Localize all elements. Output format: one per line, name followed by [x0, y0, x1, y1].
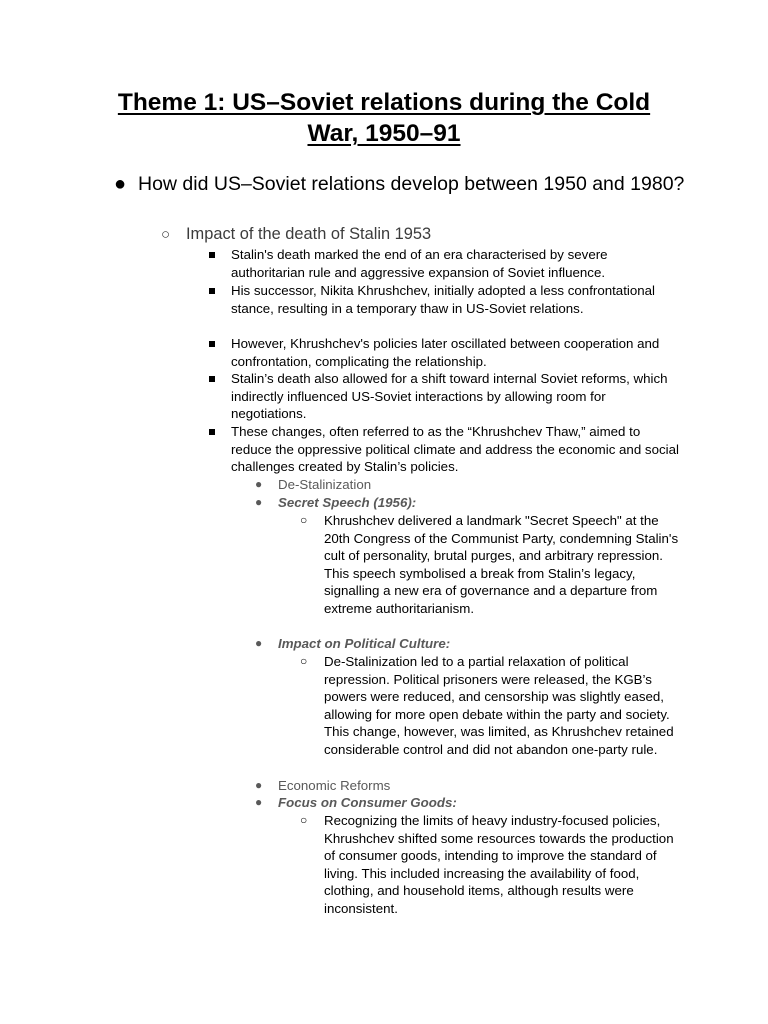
- topic-heading: Impact on Political Culture: [278, 636, 446, 651]
- topic-item: [255, 777, 678, 795]
- question-item: [114, 172, 698, 197]
- topic-item: [255, 635, 678, 653]
- filled-bullet-icon: ●: [255, 636, 263, 650]
- detail-item: [300, 512, 684, 618]
- point-text: His successor, Nikita Khrushchev, initially adopted a less confrontational stance, resulting in a temporary thaw in US-Soviet relations.: [231, 283, 655, 316]
- topic-colon: :: [445, 636, 451, 651]
- topic-heading: Secret Speech (1956): [278, 495, 412, 510]
- page-title: Theme 1: US–Soviet relations during the Cold War, 1950–91: [117, 89, 651, 147]
- detail-text: Khrushchev delivered a landmark "Secret Speech" at the 20th Congress of the Communist Party, condemning Stalin's cult of personality, brutal purges, and arbitrary repression. This speech symbolised a break from Stalin’s legacy, signalling a new era of governance and a departure from extreme authoritarianism.: [324, 513, 679, 616]
- point-text: Stalin's death marked the end of an era characterised by severe authoritarian rule and aggressive expansion of Soviet influence.: [231, 247, 608, 280]
- square-bullet-icon: [209, 252, 215, 258]
- square-bullet-icon: [209, 341, 215, 347]
- hollow-bullet-icon: ○: [300, 513, 308, 527]
- point-text: Stalin’s death also allowed for a shift toward internal Soviet reforms, which indirectly influenced US-Soviet interactions by allowing room for negotiations.: [231, 371, 668, 422]
- point-item: [231, 423, 681, 476]
- detail-item: [300, 812, 684, 918]
- filled-bullet-icon: ●: [255, 795, 263, 809]
- hollow-bullet-icon: ○: [300, 813, 308, 827]
- square-bullet-icon: [209, 288, 215, 294]
- topic-item: [255, 794, 678, 812]
- detail-text: De-Stalinization led to a partial relaxation of political repression. Political prisoners were released, the KGB’s powers were reduced, and censorship was slightly eased, allowing for more open debate within the party and society. This change, however, was limited, as Khrushchev retained considerable control and did not abandon one-party rule.: [324, 654, 674, 757]
- filled-bullet-icon: ●: [255, 477, 263, 491]
- topic-colon: :: [411, 495, 417, 510]
- hollow-bullet-icon: ○: [300, 654, 308, 668]
- topic-colon: :: [452, 795, 457, 810]
- point-item: [231, 370, 681, 423]
- detail-text: Recognizing the limits of heavy industry-focused policies, Khrushchev shifted some resources towards the production of consumer goods, intending to improve the standard of living. This included increasing the availability of food, clothing, and household items, although results were inconsistent.: [324, 813, 674, 916]
- point-item: [231, 246, 681, 281]
- topic-heading: Focus on Consumer Goods: [278, 795, 453, 810]
- subheading-text: Impact of the death of Stalin 1953: [186, 225, 432, 243]
- point-text: However, Khrushchev's policies later oscillated between cooperation and confrontation, complicating the relationship.: [231, 336, 660, 369]
- subheading-item: [161, 224, 686, 245]
- topic-text: Economic Reforms: [278, 778, 391, 793]
- square-bullet-icon: [209, 429, 215, 435]
- point-item: [231, 282, 681, 317]
- filled-bullet-icon: ●: [114, 173, 127, 195]
- point-item: [231, 335, 681, 370]
- point-text: These changes, often referred to as the “Khrushchev Thaw,” aimed to reduce the oppressive political climate and address the economic and social challenges created by Stalin’s policies.: [231, 424, 679, 475]
- topic-item: [255, 476, 678, 494]
- square-bullet-icon: [209, 376, 215, 382]
- topic-item: [255, 494, 678, 512]
- detail-item: [300, 653, 684, 759]
- hollow-bullet-icon: ○: [161, 226, 171, 243]
- topic-text: De-Stalinization: [278, 477, 372, 492]
- filled-bullet-icon: ●: [255, 778, 263, 792]
- filled-bullet-icon: ●: [255, 495, 263, 509]
- question-text: How did US–Soviet relations develop between 1950 and 1980?: [138, 173, 685, 195]
